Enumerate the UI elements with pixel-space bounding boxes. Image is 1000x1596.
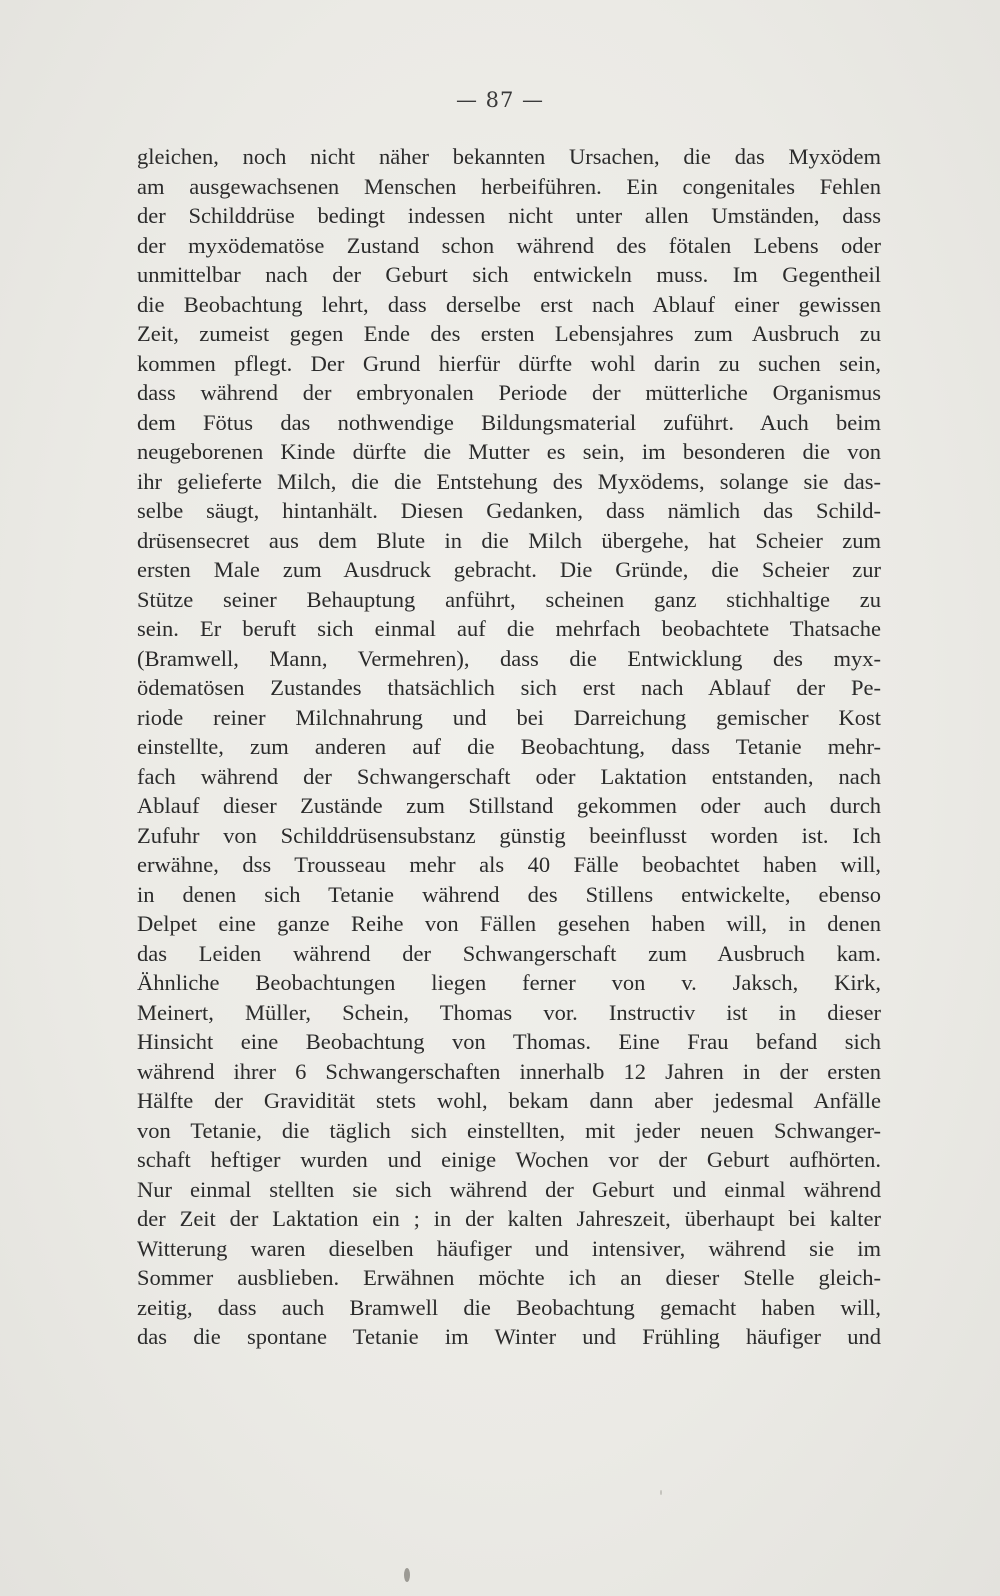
- text-line: selbe säugt, hintanhält. Diesen Gedanken, dass nämlich das Schild-: [137, 498, 881, 523]
- body-text: [137, 142, 881, 1352]
- text-line: drüsensecret aus dem Blute in die Milch übergehe, hat Scheier zum: [137, 527, 881, 553]
- text-line: Stütze seiner Behauptung anführt, scheinen ganz stichhaltige zu: [137, 586, 881, 612]
- paper-blemish: [404, 1568, 410, 1582]
- text-line: Delpet eine ganze Reihe von Fällen gesehen haben will, in denen: [137, 911, 881, 936]
- text-line: riode reiner Milchnahrung und bei Darreichung gemischer Kost: [137, 704, 881, 730]
- text-line: von Tetanie, die täglich sich einstellten, mit jeder neuen Schwanger-: [137, 1117, 881, 1143]
- text-line: erwähne, dss Trousseau mehr als 40 Fälle beobachtet haben will,: [137, 852, 881, 877]
- text-line: das die spontane Tetanie im Winter und Frühling häufiger und: [137, 1324, 881, 1349]
- text-line: das Leiden während der Schwangerschaft zum Ausbruch kam.: [137, 940, 881, 966]
- text-line: fach während der Schwangerschaft oder Laktation entstanden, nach: [137, 763, 881, 789]
- text-line: der myxödematöse Zustand schon während des fötalen Lebens oder: [137, 232, 881, 258]
- text-line: Witterung waren dieselben häufiger und intensiver, während sie im: [137, 1235, 881, 1261]
- text-line: die Beobachtung lehrt, dass derselbe erst nach Ablauf einer gewissen: [137, 291, 881, 317]
- text-line: dem Fötus das nothwendige Bildungsmaterial zuführt. Auch beim: [137, 409, 881, 435]
- text-line: Meinert, Müller, Schein, Thomas vor. Instructiv ist in dieser: [137, 999, 881, 1025]
- text-line: in denen sich Tetanie während des Stillens entwickelte, ebenso: [137, 881, 881, 907]
- text-line: dass während der embryonalen Periode der mütterliche Organismus: [137, 380, 881, 405]
- text-line: neugeborenen Kinde dürfte die Mutter es sein, im besonderen die von: [137, 439, 881, 464]
- text-line: kommen pflegt. Der Grund hierfür dürfte wohl darin zu suchen sein,: [137, 350, 881, 376]
- text-line: ihr gelieferte Milch, die die Entstehung des Myxödems, solange sie das-: [137, 468, 881, 494]
- text-line: Nur einmal stellten sie sich während der Geburt und einmal während: [137, 1176, 881, 1202]
- text-line: der Zeit der Laktation ein ; in der kalten Jahreszeit, überhaupt bei kalter: [137, 1206, 881, 1231]
- text-line: Hinsicht eine Beobachtung von Thomas. Eine Frau befand sich: [137, 1029, 881, 1054]
- text-line: ödematösen Zustandes thatsächlich sich erst nach Ablauf der Pe-: [137, 675, 881, 700]
- text-line: Zufuhr von Schilddrüsensubstanz günstig beeinflusst worden ist. Ich: [137, 822, 881, 848]
- text-line: zeitig, dass auch Bramwell die Beobachtung gemacht haben will,: [137, 1294, 881, 1320]
- text-line: der Schilddrüse bedingt indessen nicht unter allen Umständen, dass: [137, 203, 881, 228]
- page-number: — 87 —: [455, 88, 545, 112]
- text-line: Hälfte der Gravidität stets wohl, bekam dann aber jedesmal Anfälle: [137, 1088, 881, 1113]
- text-line: sein. Er beruft sich einmal auf die mehrfach beobachtete Thatsache: [137, 616, 881, 641]
- text-line: ersten Male zum Ausdruck gebracht. Die Gründe, die Scheier zur: [137, 557, 881, 582]
- text-line: einstellte, zum anderen auf die Beobachtung, dass Tetanie mehr-: [137, 734, 881, 759]
- text-line: unmittelbar nach der Geburt sich entwickeln muss. Im Gegentheil: [137, 262, 881, 287]
- text-line: am ausgewachsenen Menschen herbeiführen. Ein congenitales Fehlen: [137, 173, 881, 199]
- text-line: Ähnliche Beobachtungen liegen ferner von v. Jaksch, Kirk,: [137, 970, 881, 995]
- text-line: Sommer ausblieben. Erwähnen möchte ich an dieser Stelle gleich-: [137, 1265, 881, 1290]
- text-line: gleichen, noch nicht näher bekannten Ursachen, die das Myxödem: [137, 144, 881, 169]
- paper-blemish: [660, 1490, 662, 1495]
- text-line: Ablauf dieser Zustände zum Stillstand gekommen oder auch durch: [137, 793, 881, 818]
- text-line: Zeit, zumeist gegen Ende des ersten Lebensjahres zum Ausbruch zu: [137, 321, 881, 346]
- text-line: während ihrer 6 Schwangerschaften innerhalb 12 Jahren in der ersten: [137, 1058, 881, 1084]
- text-line: schaft heftiger wurden und einige Wochen vor der Geburt aufhörten.: [137, 1147, 881, 1172]
- text-line: (Bramwell, Mann, Vermehren), dass die Entwicklung des myx-: [137, 645, 881, 671]
